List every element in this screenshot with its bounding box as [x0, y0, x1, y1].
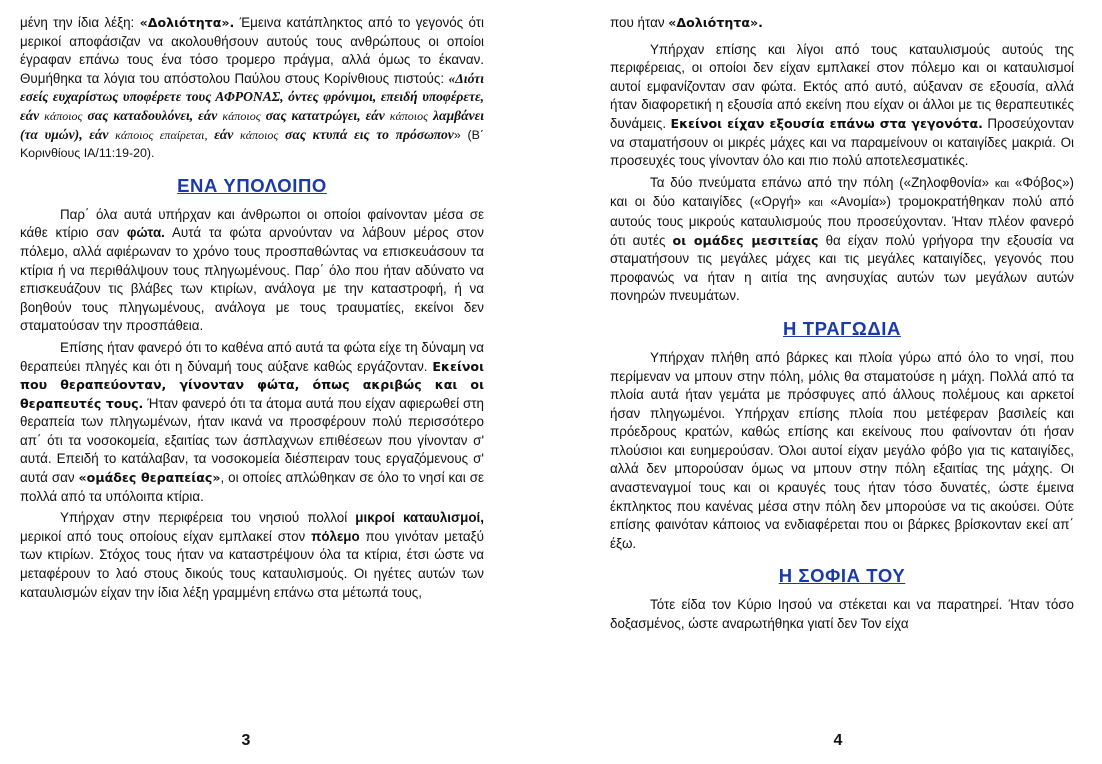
- text: Τα δύο πνεύματα επάνω από την πόλη («Ζηλοφθονία»: [650, 174, 995, 190]
- right-paragraph-2: [610, 41, 1074, 171]
- emphasis: μικροί καταυλισμοί,: [355, 510, 484, 526]
- quote-insert: κάποιος: [240, 127, 279, 142]
- scripture-quote: «Διότι εσείς ευχαρίστως υποφέρετε τους ΑΦΡΟΝΑΣ, όντες φρόνιμοι, επειδή υποφέρετε, εάν: [20, 70, 484, 123]
- page-number-right: 4: [833, 732, 843, 749]
- text: Προσεύχονταν να σταματήσουν οι μικρές μάχες και να παραμείνουν οι καταιγίδες μακριά. Οι προσευχές τους γίνονταν όλο και πιο πολύ αποτελεσματικές.: [610, 115, 1074, 169]
- text: «Φόβος») και οι δύο καταιγίδες («Οργή»: [610, 174, 1074, 210]
- emphasis: «Δολιότητα».: [139, 15, 235, 30]
- section-heading: Η ΣΟΦΙΑ ΤΟΥ: [778, 565, 906, 587]
- text: Αυτά τα φώτα αρνούνταν να λάβουν μέρος στον πόλεμο, αλλά αφιέρωναν το χρόνο τους προσπαθώντας να επισκευάσουν τα κτίρια ή να περιθάλψουν τους πληγωμένους. Παρ΄ όλο που ήταν αδύνατο να επισκευάζουν τις βλάβες των κτιρίων, ανάλογα με την καταστροφή, ή να βοηθούν τους πληγωμένους, ανάλογα με τους τραυματίες, εκείνοι δεν σταματούσαν την προσπάθεια.: [20, 225, 484, 334]
- left-paragraph-3: [20, 339, 484, 506]
- emphasis: «Δολιότητα».: [668, 15, 763, 30]
- text: , οι οποίες απλώθηκαν σε όλο το νησί και σε πολλά από τα υπόλοιπα κτίρια.: [20, 470, 484, 504]
- small-word: και: [994, 177, 1010, 190]
- right-page: [610, 14, 1074, 634]
- emphasis: Εκείνοι που θεραπεύονταν, γίνονταν φώτα, όπως ακριβώς και οι θεραπευτές τους.: [20, 358, 484, 411]
- emphasis: πόλεμο: [311, 528, 360, 544]
- scripture-reference: » (Β΄ Κορινθίους ΙΑ/11:19-20).: [20, 127, 484, 161]
- quote-insert: κάποιος: [44, 108, 83, 123]
- scripture-quote: σας κτυπά εις το πρόσωπον: [278, 126, 454, 142]
- quote-insert: κάποιος: [222, 108, 261, 123]
- text: Επίσης ήταν φανερό ότι το καθένα από αυτά τα φώτα είχε τη δύναμη να θεραπεύει πληγές και ότι η δύναμή τους αύξανε καθώς εργάζονταν.: [20, 339, 484, 374]
- text: μένη την ίδια λέξη:: [20, 15, 140, 30]
- emphasis: οι ομάδες μεσιτείας: [672, 232, 819, 248]
- quote-insert: κάποιος: [389, 108, 429, 123]
- left-paragraph-1: [20, 14, 484, 163]
- scripture-quote: σας καταδουλόνει, εάν: [82, 107, 223, 123]
- quote-insert: κάποιος επαίρεται,: [115, 127, 208, 142]
- right-paragraph-4: Υπήρχαν πλήθη από βάρκες και πλοία γύρω από όλο το νησί, που περίμεναν να μπουν στην πόλη, μόλις θα σταματούσε η μάχη. Πολλά από τα πλοία αυτά ήταν γεμάτα με πρόσφυγες από άλλους πολέμους και αρκετοί ήσαν πληγωμένοι. Υπήρχαν επίσης πλοία που μετέφεραν βασιλείς και πρόεδρους κρατών, καθώς επίσης και εκείνους που φαίνονταν ότι ήσαν πλούσιοι και ευημερούσαν. Όλοι αυτοί είχαν μεγάλο φόβο για τις καταιγίδες, αλλά δεν μπορούσαν όμως να μπουν στην πόλη εξαιτίας της μάχης. Οι αναστεναγμοί τους και οι κραυγές τους ήταν τόσο δυνατές, ώστε έμεινα έκπληκτος που κανένας μέσα στην πόλη δεν μπορούσε να τις ακούσει. Ούτε επίσης φαινόταν κάποιος να ενδιαφέρεται που οι βάρκες βρίσκονταν εκεί απ΄ έξω.: [610, 349, 1074, 551]
- emphasis: Εκείνοι είχαν εξουσία επάνω στα γεγονότα.: [670, 115, 983, 131]
- text: που γινόταν μεταξύ των κτιρίων. Στόχος τους ήταν να καταστρέψουν όλα τα κτίρια, έτσι ώστε να μεταφέρουν το λαό στους δικούς τους καταυλισμούς. Οι ηγέτες αυτών των καταυλισμών είχαν την ίδια λέξη γραμμένη επάνω στα μέτωπά τους,: [20, 528, 484, 600]
- left-page: [20, 14, 484, 602]
- section-heading: Η ΤΡΑΓΩΔΙΑ: [783, 317, 901, 339]
- text: Υπήρχαν επίσης και λίγοι από τους καταυλισμούς αυτούς της περιφέρειας, οι οποίοι δεν είχαν εμπλακεί στον πόλεμο και οι καταυλισμοί αυτοί εμφανίζονταν σαν φώτα. Εκτός από αυτό, αύξαναν σε εξουσία, αλλά ήταν διαφορετική η εξουσία από εκείνη που είχαν οι άλλοι με τις θεραπευτικές δυνάμεις.: [610, 41, 1074, 131]
- left-paragraph-4: [20, 509, 484, 602]
- text: Ήταν φανερό ότι τα άτομα αυτά που είχαν αφιερωθεί στη θεραπεία των πληγωμένων, ήταν ικανά να προσφέρουν πολύ περισσότερο απ΄ ότι τα νοσοκομεία, εξαιτίας των άσπλαχνων επιθέσεων που γίνονταν σ' αυτά. Επειδή το κατάλαβαν, τα νοσοκομεία διέσπειραν τους εργαζόμενους σ' αυτά σαν: [20, 395, 484, 486]
- right-paragraph-1: [610, 14, 1074, 33]
- text: «Ανομία») τρομοκρατήθηκαν πολύ από αυτούς τους μικρούς καταυλισμούς που προσεύχονταν. Ήταν πλέον φανερό ότι αυτές: [610, 194, 1074, 248]
- text: που ήταν: [610, 15, 669, 30]
- text: Έμεινα κατάπληκτος από το γεγονός ότι μερικοί αποφάσιζαν να ακολουθήσουν αυτούς τους ανθρώπους οι οποίοι έγραφαν επάνω τους ένα τόσο τρομερο πράγμα, αλλά όμως το έκαναν. Θυμήθηκα τα λόγια του απόστολου Παύλου στους Κορίνθιους πιστούς:: [20, 15, 484, 86]
- section-heading: ΕΝΑ ΥΠΟΛΟΙΠΟ: [177, 174, 327, 196]
- right-paragraph-5: Τότε είδα τον Κύριο Ιησού να στέκεται και να παρατηρεί. Ήταν τόσο δοξασμένος, ώστε αναρωτήθηκα γιατί δεν Τον είχα: [610, 597, 1074, 632]
- scripture-quote: εάν: [207, 126, 241, 142]
- left-paragraph-2: [20, 206, 484, 336]
- text: Υπήρχαν στην περιφέρεια του νησιού πολλοί: [60, 510, 356, 526]
- small-word: και: [808, 197, 823, 210]
- text: Παρ΄ όλα αυτά υπήρχαν και άνθρωποι οι οποίοι φαίνονταν μέσα σε κάθε κτίριο σαν: [20, 206, 484, 241]
- page-number-left: 3: [241, 732, 251, 749]
- right-paragraph-3: [610, 174, 1074, 306]
- text: θα είχαν πολύ γρήγορα την εξουσία να σταματήσουν τις μεγάλες μάχες και τις μεγάλες καταιγίδες, γεγονός που προφανώς να ήταν η αιτία της ανησυχίας αυτών των μεγάλων αυτών πονηρών πνευμάτων.: [610, 232, 1074, 304]
- emphasis: «ομάδες θεραπείας»: [78, 470, 221, 486]
- emphasis: φώτα.: [126, 225, 165, 241]
- scripture-quote: λαμβάνει (τα υμών), εάν: [20, 107, 484, 142]
- scripture-quote: σας κατατρώγει, εάν: [260, 107, 390, 123]
- text: μερικοί από τους οποίους είχαν εμπλακεί στον: [20, 528, 312, 544]
